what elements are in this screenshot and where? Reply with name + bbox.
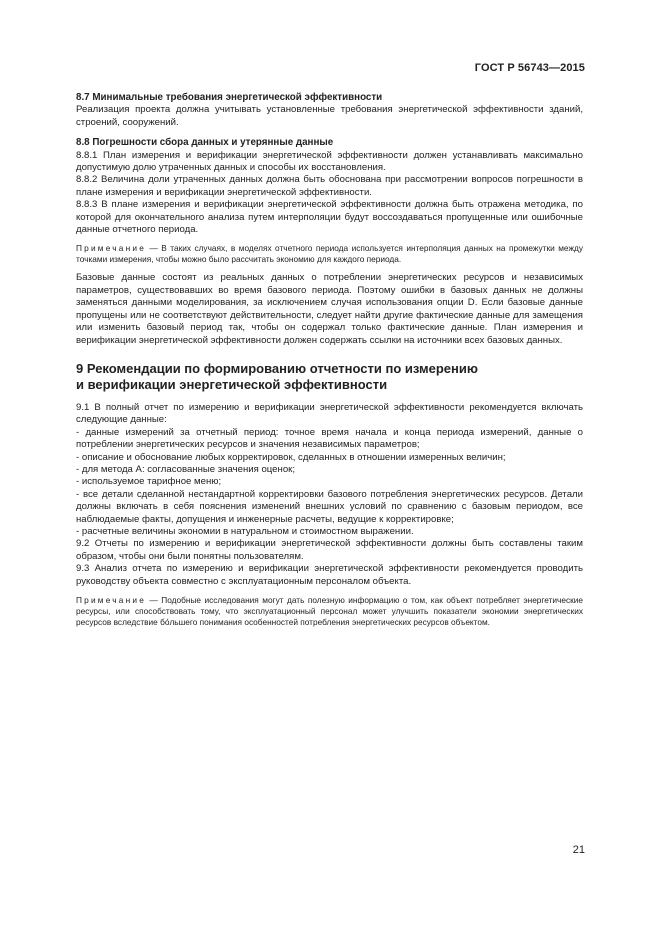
clause-8-8-1: 8.8.1 План измерения и верификации энергетической эффективности должен устанавливать максимально допустимую долю утраченных данных и способы их восстановления. <box>76 149 583 174</box>
note-text: — Подобные исследования могут дать полезную информацию о том, как объект потребляет энергетические ресурсы, или способствовать тому, что эксплуатационный персонал может улучшить показатели экономии энергетических ресурсов вследствие бо́льшего понимания особенностей потребления энергетических ресурсов объектом. <box>76 595 583 627</box>
document-body <box>76 92 583 628</box>
note-label: Примечание <box>76 243 147 254</box>
list-item: - используемое тарифное меню; <box>76 476 222 488</box>
list-item: - все детали сделанной нестандартной корректировки базового потребления энергетических ресурсов. Детали должны включать в себя пояснения изменений внешних условий по сравнению с базовым периодом, все наблюдаемые факты, допущения и инженерные расчеты, ведущие к корректировке; <box>76 488 583 525</box>
list-item: - расчетные величины экономии в натуральном и стоимостном выражении. <box>76 525 414 537</box>
section-8-7-title: 8.7 Минимальные требования энергетической эффективности <box>76 92 383 103</box>
section-8-8-title: 8.8 Погрешности сбора данных и утерянные данные <box>76 137 334 149</box>
note-text: — В таких случаях, в моделях отчетного периода используется интерполяция данных на промежутки между точками измерения, чтобы можно было рассчитать экономию для каждого периода. <box>76 243 583 265</box>
list-item: - описание и обоснование любых корректировок, сделанных в отношении измеренных величин; <box>76 451 506 463</box>
standard-code: ГОСТ Р 56743—2015 <box>474 62 585 74</box>
baseline-data-paragraph: Базовые данные состоят из реальных данных о потреблении энергетических ресурсов и независимых параметров, существовавших во время базового периода. Поэтому ошибки в базовых данных не должны заменяться данными моделирования, за исключением случая использования опции D. Если базовые данные пропущены или не соответствуют действительности, следует найти другие фактические данные для замещения или изменить базовый период так, чтобы он содержал только фактические данные. План измерения и верификации энергетической эффективности должен содержать ссылки на источники всех базовых данных. <box>76 272 583 346</box>
note-label: Примечание <box>76 595 147 605</box>
clause-8-8-2: 8.8.2 Величина доли утраченных данных должна быть обоснована при рассмотрении вопросов погрешности в плане измерения и верификации энергетической эффективности. <box>76 174 583 198</box>
clause-9-3: 9.3 Анализ отчета по измерению и верификации энергетической эффективности рекомендуется проводить руководству объекта совместно с эксплуатационным персоналом объекта. <box>76 563 583 587</box>
list-item: - для метода А: согласованные значения оценок; <box>76 463 296 475</box>
note-9 <box>76 595 583 628</box>
section-9-title-line-1: 9 Рекомендации по формированию отчетности по измерению <box>76 360 478 376</box>
list-item: - данные измерений за отчетный период: точное время начала и конца периода измерений, данные о потреблении энергетических ресурсов и значения независимых параметров; <box>76 426 583 451</box>
clause-9-1: 9.1 В полный отчет по измерению и верификации энергетической эффективности рекомендуется включать следующие данные: <box>76 401 583 426</box>
page-number: 21 <box>572 844 585 856</box>
clause-8-8-3: 8.8.3 В плане измерения и верификации энергетической эффективности должна быть отражена методика, по которой для окончательного анализа путем интерполяции будут воссоздаваться пропущенные или ошибочные данные отчетного периода. <box>76 199 583 236</box>
section-8-7-paragraph: Реализация проекта должна учитывать установленные требования энергетической эффективности зданий, строений, сооружений. <box>76 104 583 128</box>
section-9-title-line-2: и верификации энергетической эффективности <box>76 376 388 392</box>
clause-9-2: 9.2 Отчеты по измерению и верификации энергетической эффективности должны быть составлены таким образом, чтобы они были понятны пользователям. <box>76 538 583 562</box>
note-8-8 <box>76 243 583 265</box>
